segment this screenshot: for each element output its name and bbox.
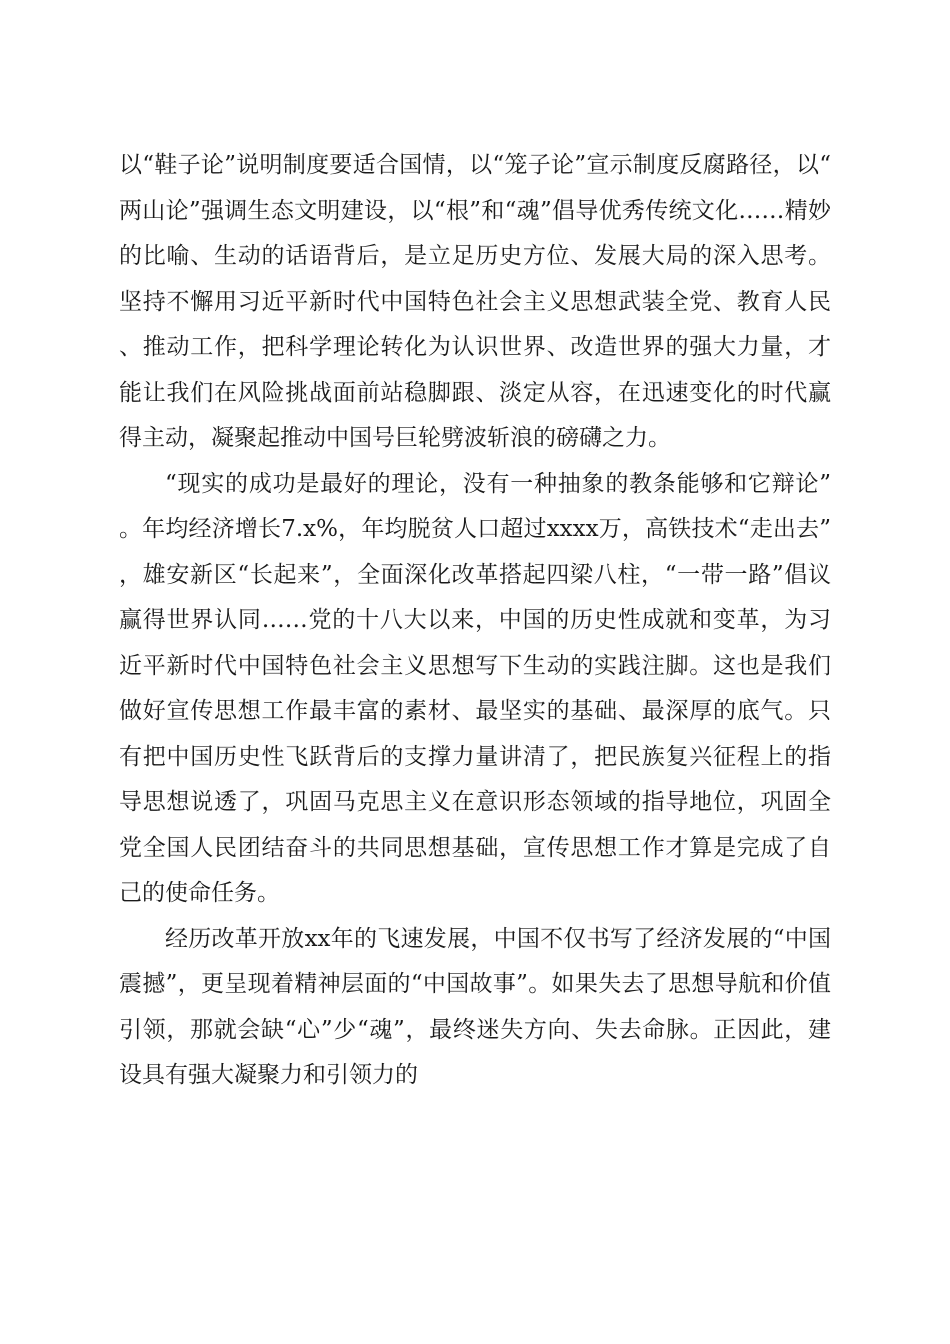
document-body: [119, 143, 831, 1099]
paragraph-1: 以“鞋子论”说明制度要适合国情，以“笼子论”宣示制度反腐路径，以“两山论”强调生态文明建设，以“根”和“魂”倡导优秀传统文化……精妙的比喻、生动的话语背后，是立足历史方位、发展大局的深入思考。坚持不懈用习近平新时代中国特色社会主义思想武装全党、教育人民、推动工作，把科学理论转化为认识世界、改造世界的强大力量，才能让我们在风险挑战面前站稳脚跟、淡定从容，在迅速变化的时代赢得主动，凝聚起推动中国号巨轮劈波斩浪的磅礴之力。: [119, 152, 831, 451]
paragraph-2: “现实的成功是最好的理论，没有一种抽象的教条能够和它辩论”。年均经济增长7.x%，年均脱贫人口超过xxxx万，高铁技术“走出去”，雄安新区“长起来”，全面深化改革搭起四梁八柱，“一带一路”倡议赢得世界认同……党的十八大以来，中国的历史性成就和变革，为习近平新时代中国特色社会主义思想写下生动的实践注脚。这也是我们做好宣传思想工作最丰富的素材、最坚实的基础、最深厚的底气。只有把中国历史性飞跃背后的支撑力量讲清了，把民族复兴征程上的指导思想说透了，巩固马克思主义在意识形态领域的指导地位，巩固全党全国人民团结奋斗的共同思想基础，宣传思想工作才算是完成了自己的使命任务。: [119, 470, 831, 906]
paragraph-3: 经历改革开放xx年的飞速发展，中国不仅书写了经济发展的“中国震撼”，更呈现着精神层面的“中国故事”。如果失去了思想导航和价值引领，那就会缺“心”少“魂”，最终迷失方向、失去命脉。正因此，建设具有强大凝聚力和引领力的: [119, 925, 831, 1088]
